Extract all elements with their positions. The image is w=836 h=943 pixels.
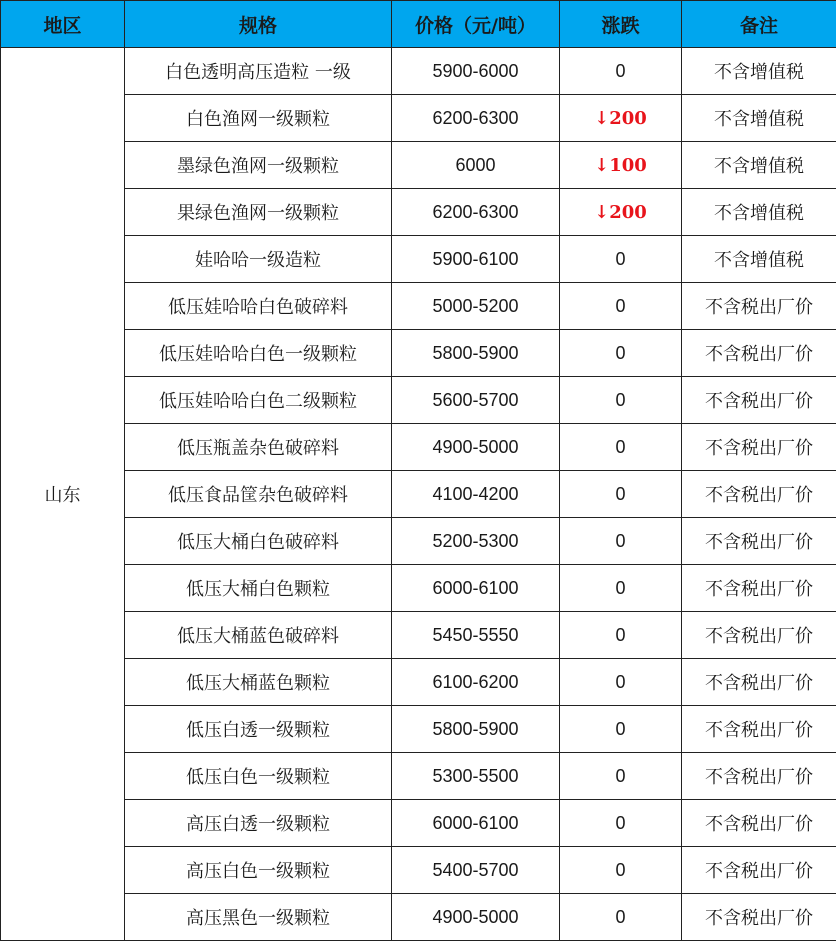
note-cell: 不含税出厂价 — [682, 706, 836, 753]
change-cell: 0 — [560, 847, 682, 894]
spec-cell: 低压娃哈哈白色二级颗粒 — [125, 377, 392, 424]
change-cell: 0 — [560, 236, 682, 283]
change-cell: 0 — [560, 894, 682, 941]
table-row — [1, 894, 836, 941]
price-cell: 6200-6300 — [392, 189, 560, 236]
spec-cell: 低压娃哈哈白色一级颗粒 — [125, 330, 392, 377]
spec-cell: 低压白色一级颗粒 — [125, 753, 392, 800]
spec-cell: 低压大桶蓝色破碎料 — [125, 612, 392, 659]
price-cell: 5450-5550 — [392, 612, 560, 659]
spec-cell: 低压白透一级颗粒 — [125, 706, 392, 753]
change-cell: 0 — [560, 706, 682, 753]
table-row — [1, 236, 836, 283]
table-row — [1, 471, 836, 518]
spec-cell: 低压大桶蓝色颗粒 — [125, 659, 392, 706]
spec-cell: 高压白透一级颗粒 — [125, 800, 392, 847]
table-row — [1, 753, 836, 800]
change-cell: 0 — [560, 48, 682, 95]
price-down-indicator: ↓200 — [594, 201, 647, 223]
price-cell: 5800-5900 — [392, 330, 560, 377]
note-cell: 不含增值税 — [682, 189, 836, 236]
note-cell: 不含税出厂价 — [682, 800, 836, 847]
note-cell: 不含增值税 — [682, 95, 836, 142]
price-cell: 6000 — [392, 142, 560, 189]
header-price: 价格（元/吨） — [392, 1, 560, 48]
note-cell: 不含税出厂价 — [682, 330, 836, 377]
change-cell: 0 — [560, 283, 682, 330]
note-cell: 不含税出厂价 — [682, 377, 836, 424]
table-row — [1, 612, 836, 659]
note-cell: 不含税出厂价 — [682, 753, 836, 800]
note-cell: 不含增值税 — [682, 142, 836, 189]
table-row — [1, 189, 836, 236]
change-cell: 0 — [560, 612, 682, 659]
price-cell: 4900-5000 — [392, 424, 560, 471]
change-cell: 0 — [560, 753, 682, 800]
spec-cell: 低压食品筐杂色破碎料 — [125, 471, 392, 518]
note-cell: 不含增值税 — [682, 236, 836, 283]
table-row — [1, 518, 836, 565]
price-cell: 6200-6300 — [392, 95, 560, 142]
change-cell — [560, 142, 682, 189]
change-cell: 0 — [560, 659, 682, 706]
change-cell: 0 — [560, 518, 682, 565]
change-cell: 0 — [560, 377, 682, 424]
region-cell: 山东 — [1, 48, 125, 941]
price-cell: 5900-6100 — [392, 236, 560, 283]
note-cell: 不含增值税 — [682, 48, 836, 95]
table-row — [1, 377, 836, 424]
note-cell: 不含税出厂价 — [682, 659, 836, 706]
table-row — [1, 95, 836, 142]
note-cell: 不含税出厂价 — [682, 847, 836, 894]
spec-cell: 低压大桶白色破碎料 — [125, 518, 392, 565]
spec-cell: 高压黑色一级颗粒 — [125, 894, 392, 941]
table-body — [1, 48, 836, 941]
table-row — [1, 283, 836, 330]
price-cell: 5400-5700 — [392, 847, 560, 894]
change-cell — [560, 189, 682, 236]
spec-cell: 低压娃哈哈白色破碎料 — [125, 283, 392, 330]
header-row — [1, 1, 836, 48]
note-cell: 不含税出厂价 — [682, 518, 836, 565]
change-cell: 0 — [560, 800, 682, 847]
spec-cell: 低压瓶盖杂色破碎料 — [125, 424, 392, 471]
spec-cell: 低压大桶白色颗粒 — [125, 565, 392, 612]
note-cell: 不含税出厂价 — [682, 424, 836, 471]
table-row — [1, 142, 836, 189]
price-cell: 5300-5500 — [392, 753, 560, 800]
table-row — [1, 48, 836, 95]
spec-cell: 果绿色渔网一级颗粒 — [125, 189, 392, 236]
header-region: 地区 — [1, 1, 125, 48]
price-cell: 5200-5300 — [392, 518, 560, 565]
table-row — [1, 800, 836, 847]
table-row — [1, 847, 836, 894]
table-row — [1, 659, 836, 706]
price-cell: 5900-6000 — [392, 48, 560, 95]
spec-cell: 墨绿色渔网一级颗粒 — [125, 142, 392, 189]
note-cell: 不含税出厂价 — [682, 894, 836, 941]
table-row — [1, 706, 836, 753]
spec-cell: 娃哈哈一级造粒 — [125, 236, 392, 283]
note-cell: 不含税出厂价 — [682, 565, 836, 612]
price-cell: 6000-6100 — [392, 800, 560, 847]
note-cell: 不含税出厂价 — [682, 612, 836, 659]
header-note: 备注 — [682, 1, 836, 48]
price-cell: 4100-4200 — [392, 471, 560, 518]
spec-cell: 高压白色一级颗粒 — [125, 847, 392, 894]
header-spec: 规格 — [125, 1, 392, 48]
change-cell: 0 — [560, 330, 682, 377]
change-cell: 0 — [560, 424, 682, 471]
price-down-indicator: ↓200 — [594, 107, 647, 129]
price-cell: 5000-5200 — [392, 283, 560, 330]
note-cell: 不含税出厂价 — [682, 471, 836, 518]
price-cell: 4900-5000 — [392, 894, 560, 941]
table-row — [1, 424, 836, 471]
price-down-indicator: ↓100 — [594, 154, 647, 176]
header-change: 涨跌 — [560, 1, 682, 48]
price-cell: 5600-5700 — [392, 377, 560, 424]
change-cell: 0 — [560, 565, 682, 612]
price-cell: 6000-6100 — [392, 565, 560, 612]
spec-cell: 白色透明高压造粒 一级 — [125, 48, 392, 95]
price-cell: 6100-6200 — [392, 659, 560, 706]
note-cell: 不含税出厂价 — [682, 283, 836, 330]
table-row — [1, 565, 836, 612]
change-cell: 0 — [560, 471, 682, 518]
price-cell: 5800-5900 — [392, 706, 560, 753]
spec-cell: 白色渔网一级颗粒 — [125, 95, 392, 142]
change-cell — [560, 95, 682, 142]
table-row — [1, 330, 836, 377]
